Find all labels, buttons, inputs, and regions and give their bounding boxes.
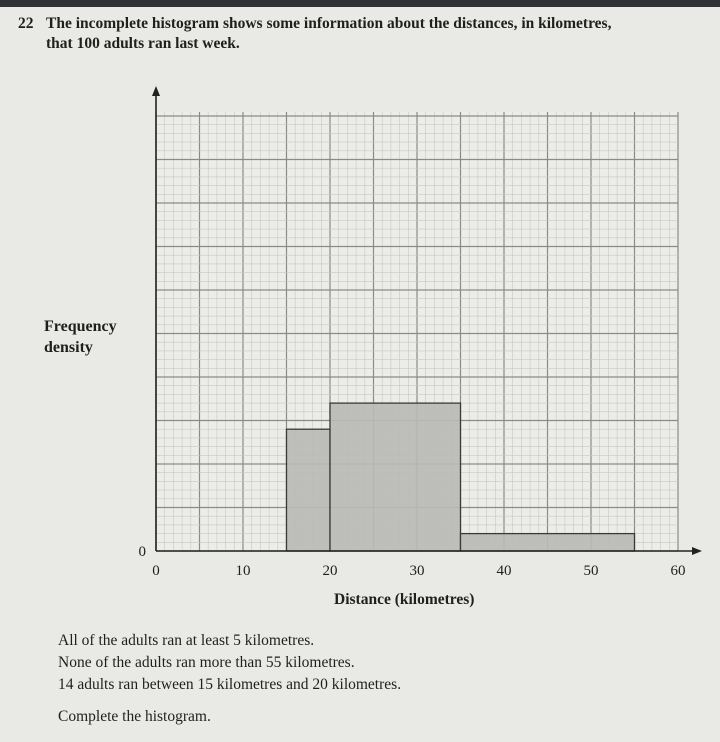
question-line-2: that 100 adults ran last week. (46, 35, 240, 52)
y-axis-arrow (152, 86, 160, 96)
x-tick-label: 30 (409, 563, 425, 579)
y-axis-label-line-2: density (44, 339, 93, 356)
y-tick-label: 0 (138, 544, 146, 560)
info-line-1: All of the adults ran at least 5 kilometres. (58, 632, 315, 649)
task-instruction: Complete the histogram. (58, 708, 211, 725)
x-tick-label: 60 (670, 563, 686, 579)
x-tick-label: 50 (583, 563, 599, 579)
histogram-bar-1 (287, 429, 331, 551)
info-line-3: 14 adults ran between 15 kilometres and 20 kilometres. (58, 676, 402, 693)
question-line-1: The incomplete histogram shows some information about the distances, in kilometres, (46, 15, 612, 32)
x-tick-label: 40 (496, 563, 512, 579)
question-number: 22 (18, 15, 34, 32)
info-text (58, 630, 401, 696)
histogram-bar-2 (330, 403, 461, 551)
y-axis-label-line-1: Frequency (44, 318, 117, 335)
x-axis-arrow (692, 547, 702, 555)
x-tick-label: 0 (152, 563, 160, 579)
x-axis-label: Distance (kilometres) (334, 591, 475, 608)
x-tick-label: 20 (322, 563, 338, 579)
info-line-2: None of the adults ran more than 55 kilometres. (58, 654, 355, 671)
histogram-bar-3 (461, 534, 635, 551)
x-tick-label: 10 (235, 563, 251, 579)
